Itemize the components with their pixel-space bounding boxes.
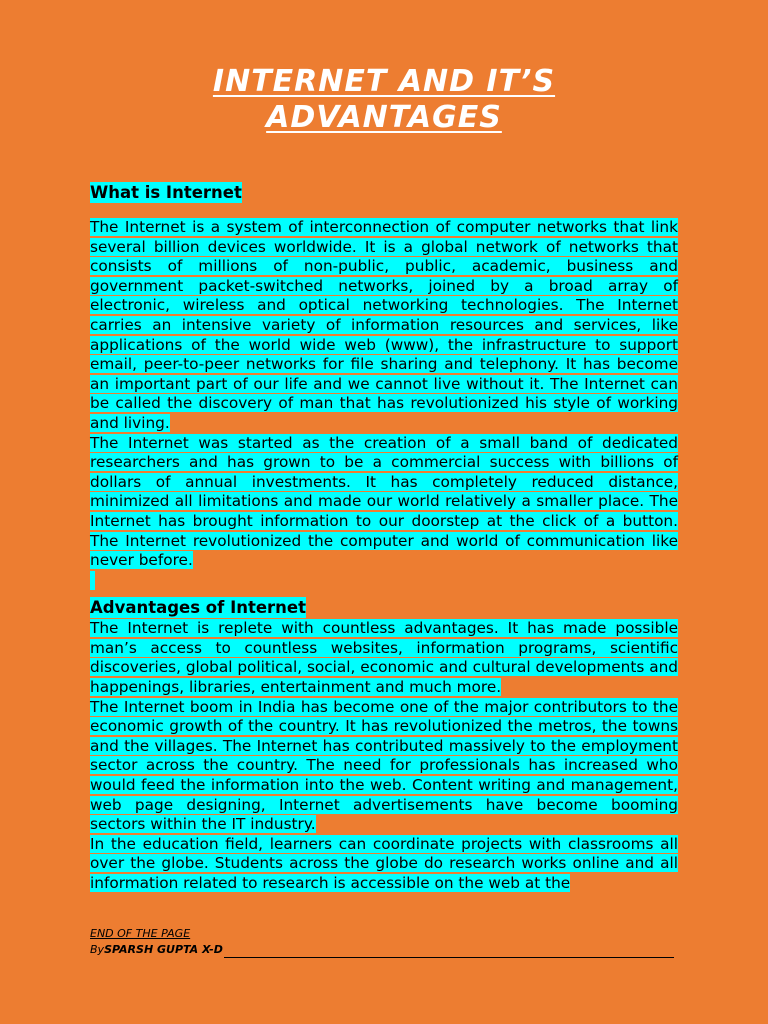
paragraph-text: The Internet is replete with countless advantages. It has made possible man’s access to countless websites, information programs, scientific discoveries, global political, social, economic and cultural developments and happenings, libraries, entertainment and much more. [90, 619, 678, 697]
paragraph-education [90, 835, 678, 894]
section-heading-advantages [90, 598, 678, 618]
section-heading-text: Advantages of Internet [90, 598, 306, 618]
author-line [90, 942, 678, 958]
paragraph-india-boom [90, 698, 678, 835]
paragraph-history [90, 434, 678, 571]
paragraph-text: The Internet is a system of interconnection of computer networks that link several billion devices worldwide. It is a global network of networks that consists of millions of non-public, public, academic, business and government packet-switched networks, joined by a broad array of electronic, wireless and optical networking technologies. The Internet carries an intensive variety of information resources and services, like applications of the world wide web (www), the infrastructure to support email, peer-to-peer networks for file sharing and telephony. It has become an important part of our life and we cannot live without it. The Internet can be called the discovery of man that has revolutionized his style of working and living. [90, 218, 678, 432]
document-title [0, 64, 768, 136]
section-heading-what-is-internet [90, 183, 678, 203]
end-of-page-label: END OF THE PAGE [90, 927, 191, 940]
author-prefix: By [90, 943, 105, 956]
paragraph-advantages-intro [90, 619, 678, 697]
title-line-1: INTERNET AND IT’S [212, 64, 556, 99]
section-heading-text: What is Internet [90, 183, 242, 202]
document-body [90, 180, 678, 894]
page-footer [90, 926, 678, 958]
highlighted-blank-line [90, 571, 678, 591]
title-line-2: ADVANTAGES [266, 100, 502, 135]
paragraph-definition [90, 218, 678, 434]
author-name: SPARSH GUPTA X-D [104, 943, 223, 956]
signature-rule [224, 945, 674, 958]
paragraph-text: In the education field, learners can coordinate projects with classrooms all over the globe. Students across the globe do research works online and all information related to research is accessible on the web at the [90, 834, 678, 892]
paragraph-text: The Internet boom in India has become one of the major contributors to the economic growth of the country. It has revolutionized the metros, the towns and the villages. The Internet has contributed massively to the employment sector across the country. The need for professionals has increased who would feed the information into the web. Content writing and management, web page designing, Internet advertisements have become booming sectors within the IT industry. [90, 697, 678, 834]
highlight-marker [90, 571, 95, 591]
paragraph-text: The Internet was started as the creation of a small band of dedicated researchers and has grown to be a commercial success with billions of dollars of annual investments. It has completely reduced distance, minimized all limitations and made our world relatively a smaller place. The Internet has brought information to our doorstep at the click of a button. The Internet revolutionized the computer and world of communication like never before. [90, 433, 678, 570]
